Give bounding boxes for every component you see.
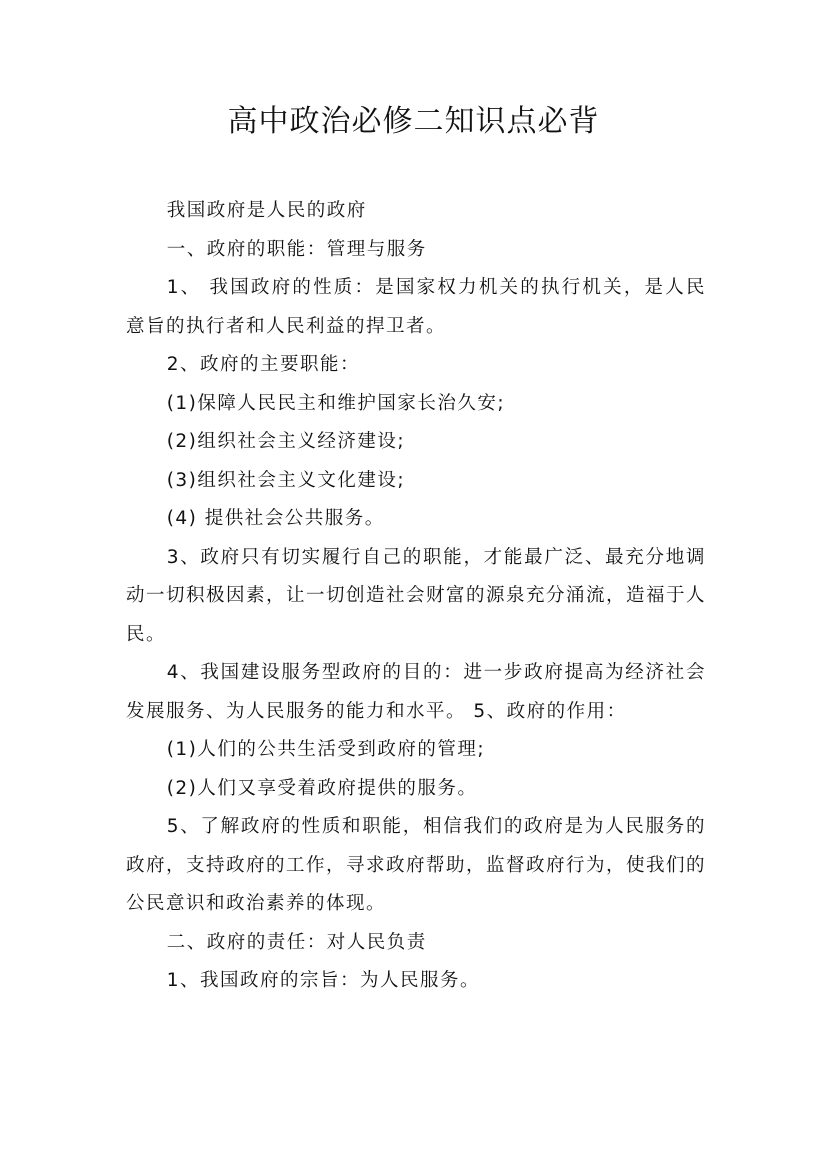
paragraph: 2、政府的主要职能：	[166, 354, 360, 375]
paragraph: 1、 我国政府的性质：是国家权力机关的执行机关，是人民意旨的执行者和人民利益的捍卫者。	[126, 277, 706, 337]
paragraph: (4) 提供社会公共服务。	[166, 508, 385, 529]
paragraph: 5、了解政府的性质和职能，相信我们的政府是为人民服务的政府，支持政府的工作，寻求政府帮助，监督政府行为，使我们的公民意识和政治素养的体现。	[126, 816, 707, 914]
paragraph: (1)人们的公共生活受到政府的管理;	[166, 739, 486, 760]
document-title: 高中政治必修二知识点必背	[227, 104, 600, 139]
paragraph: 我国政府是人民的政府	[166, 200, 367, 221]
paragraph: (1)保障人民民主和维护国家长治久安;	[166, 392, 506, 414]
paragraph: (2)人们又享受着政府提供的服务。	[166, 777, 478, 799]
paragraph: (2)组织社会主义经济建设;	[166, 431, 406, 452]
paragraph: 3、政府只有切实履行自己的职能，才能最广泛、最充分地调动一切积极因素，让一切创造社会财富的源泉充分涌流，造福于人民。	[126, 546, 707, 645]
paragraph: 一、政府的职能：管理与服务	[166, 238, 427, 260]
paragraph: 4、我国建设服务型政府的目的：进一步政府提高为经济社会发展服务、为人民服务的能力和水平。 5、政府的作用：	[126, 662, 706, 722]
paragraph: 1、我国政府的宗旨：为人民服务。	[166, 970, 480, 991]
document-body	[126, 192, 706, 1001]
paragraph: 二、政府的责任：对人民负责	[166, 931, 427, 953]
paragraph: (3)组织社会主义文化建设;	[166, 469, 406, 491]
